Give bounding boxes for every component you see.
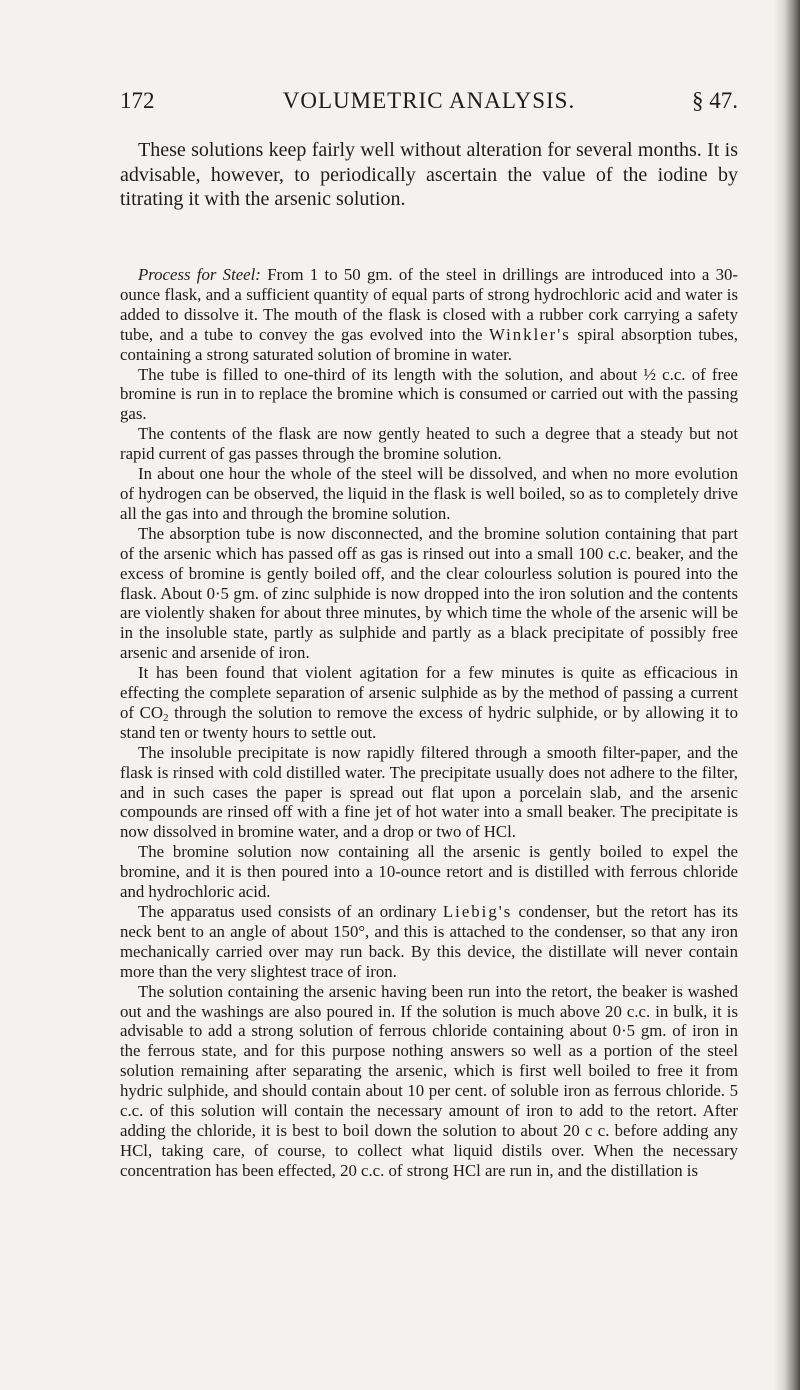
running-header (120, 88, 738, 122)
paragraph: The solution containing the arsenic having been run into the retort, the beaker is washed out and the washings are also poured in. If the solution is much above 20 c.c. in bulk, it is advisable to add a strong solution of ferrous chloride containing about 0·5 gm. of iron in the ferrous state, and for this purpose nothing answers so well as a portion of the steel solution remaining after separating the arsenic, which is first well boiled to free it from hydric sulphide, and should contain about 10 per cent. of soluble iron as ferrous chloride. 5 c.c. of this solution will contain the necessary amount of iron to add to the retort. After adding the chloride, it is best to boil down the solution to about 20 c c. before adding any HCl, taking care, of course, to collect what liquid distils over. When the necessary concentration has been effected, 20 c.c. of strong HCl are run in, and the distillation is (120, 981, 738, 1180)
paragraph: The apparatus used consists of an ordinary Liebig's condenser, but the retort has its neck bent to an angle of about 150°, and this is attached to the condenser, so that any iron mechanically carried over may run back. By this device, the distillate will never contain more than the very slightest trace of iron. (120, 902, 738, 981)
paragraph: The contents of the flask are now gently heated to such a degree that a steady but not rapid current of gas passes through the bromine solution. (120, 424, 738, 464)
paragraph: In about one hour the whole of the steel will be dissolved, and when no more evolution of hydrogen can be observed, the liquid in the flask is well boiled, so as to completely drive all the gas into and through the bromine solution. (120, 464, 738, 523)
paragraph: The insoluble precipitate is now rapidly filtered through a smooth filter-paper, and the flask is rinsed with cold distilled water. The precipitate usually does not adhere to the filter, and in such cases the paper is spread out flat upon a porcelain slab, and the arsenic compounds are rinsed off with a fine jet of hot water into a small beaker. The precipitate is now dissolved in bromine water, and a drop or two of HCl. (120, 742, 738, 842)
paragraph: The bromine solution now containing all the arsenic is gently boiled to expel the bromine, and it is then poured into a 10-ounce retort and is distilled with ferrous chloride and hydrochloric acid. (120, 842, 738, 902)
intro-paragraph: These solutions keep fairly well without alteration for several months. It is advisable, however, to periodically ascertain the value of the iodine by titrating it with the arsenic solution. (120, 139, 738, 211)
paragraph: It has been found that violent agitation for a few minutes is quite as efficacious in effecting the complete separation of arsenic sulphide as by the method of passing a current of $CO_2$ through the solution to remove the excess of hydric sulphide, or by allowing it to stand ten or twenty hours to settle out. (120, 663, 738, 742)
running-title: VOLUMETRIC ANALYSIS. (282, 88, 576, 113)
page-edge-shadow (774, 0, 800, 1390)
person-name: Liebig's (442, 902, 513, 921)
paragraph: The absorption tube is now disconnected, and the bromine solution containing that part of the arsenic which has passed off as gas is rinsed out into a small 100 c.c. beaker, and the excess of bromine is gently boiled off, and the clear colourless solution is poured into the flask. About 0·5 gm. of zinc sulphide is now dropped into the iron solution and the contents are violently shaken for about three minutes, by which time the whole of the arsenic will be in the insoluble state, partly as sulphide and partly as a black precipitate of possibly free arsenic and arsenide of iron. (120, 523, 738, 663)
process-section (120, 265, 738, 1181)
process-heading: Process for Steel: (138, 265, 261, 284)
person-name: Winkler's (488, 324, 571, 344)
paragraph: Process for Steel: From 1 to 50 gm. of the steel in drillings are introduced into a 30-ounce flask, and a sufficient quantity of equal parts of strong hydrochloric acid and water is added to dissolve it. The mouth of the flask is closed with a rubber cork carrying a safety tube, and a tube to convey the gas evolved into the Winkler's spiral absorption tubes, containing a strong saturated solution of bromine in water. (120, 265, 738, 364)
section-number: § 47. (692, 88, 738, 113)
subscript: 2 (162, 711, 169, 724)
paragraph: The tube is filled to one-third of its length with the solution, and about ½ c.c. of free bromine is run in to replace the bromine which is consumed or carried out with the passing gas. (120, 364, 738, 424)
page-number: 172 (120, 88, 155, 113)
